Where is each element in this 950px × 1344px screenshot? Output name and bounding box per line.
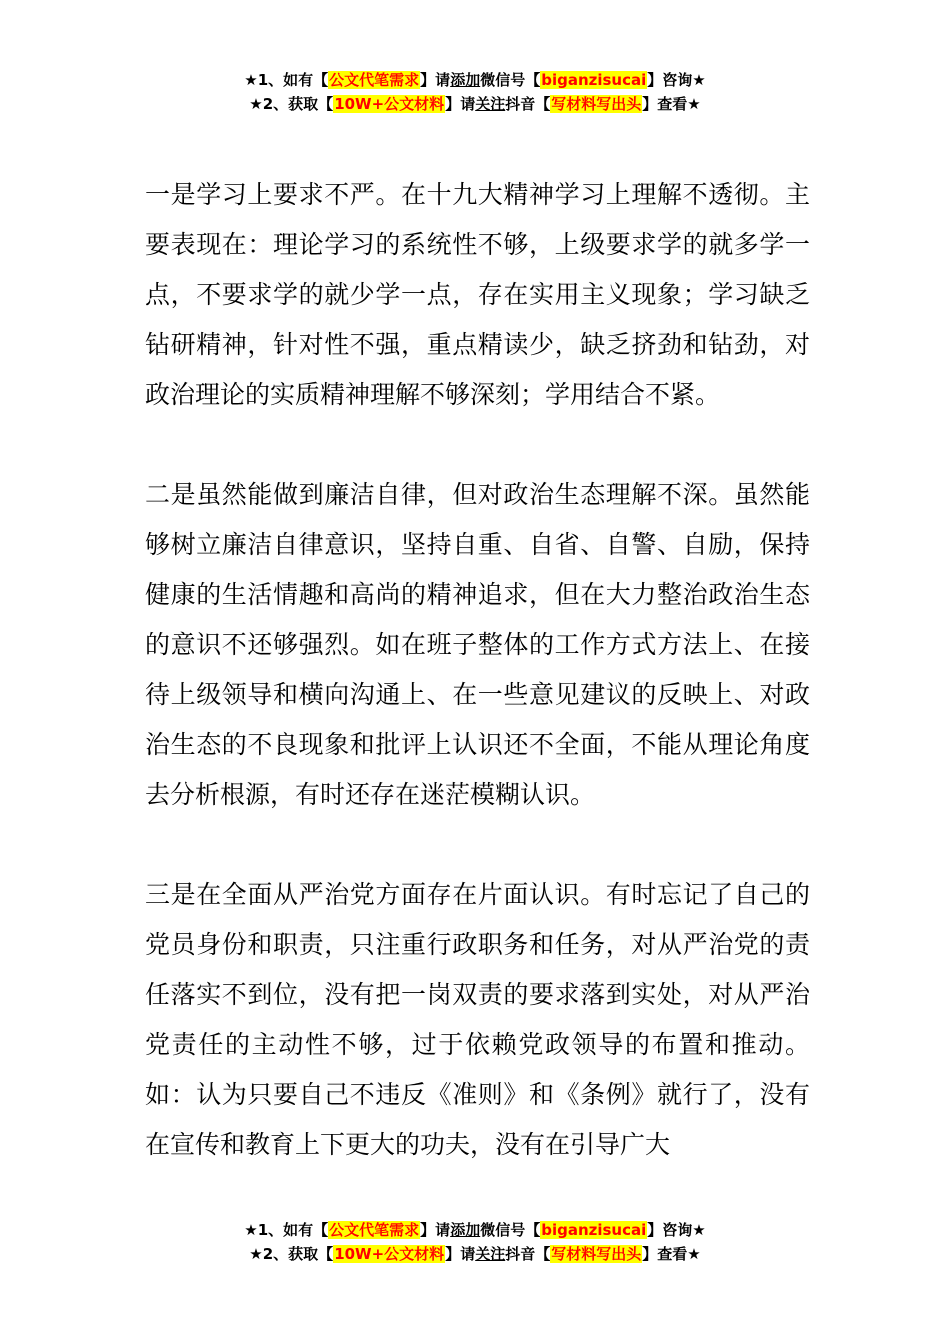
header-line-1-please: 】请	[420, 71, 451, 89]
header-douyin-account-highlight: 写材料写出头	[551, 95, 642, 113]
header-materials-highlight: 10W+公文材料	[334, 95, 445, 113]
header-line-2-prefix: ★2、获取【	[249, 95, 334, 113]
footer-banner	[0, 1218, 950, 1266]
paragraph-integrity: 二是虽然能做到廉洁自律，但对政治生态理解不深。虽然能够树立廉洁自律意识，坚持自重、自省、自警、自励，保持健康的生活情趣和高尚的精神追求，但在大力整治政治生态的意识不还够强烈。如在班子整体的工作方式方法上、在接待上级领导和横向沟通上、在一些意见建议的反映上、对政治生态的不良现象和批评上认识还不全面，不能从理论角度去分析根源，有时还存在迷茫模糊认识。	[145, 480, 810, 809]
footer-line-1-please: 】请	[420, 1221, 451, 1239]
header-wechat-id-highlight: biganzisucai	[541, 71, 647, 89]
header-line-2-suffix: 】查看★	[642, 95, 701, 113]
header-line-1-wechat-label: 微信号【	[480, 71, 541, 89]
footer-line-2	[0, 1242, 950, 1266]
footer-line-2-douyin-label: 抖音【	[505, 1245, 551, 1263]
header-follow-emphasis: 关注	[475, 95, 506, 113]
footer-line-1-prefix: ★1、如有【	[244, 1221, 329, 1239]
header-line-2	[0, 92, 950, 116]
footer-line-2-suffix: 】查看★	[642, 1245, 701, 1263]
header-banner	[0, 68, 950, 116]
footer-line-2-please: 】请	[445, 1245, 476, 1263]
header-add-emphasis: 添加	[450, 71, 481, 89]
footer-ghostwriting-highlight: 公文代笔需求	[329, 1221, 420, 1239]
header-ghostwriting-highlight: 公文代笔需求	[329, 71, 420, 89]
paragraph-party-governance: 三是在全面从严治党方面存在片面认识。有时忘记了自己的党员身份和职责，只注重行政职务和任务，对从严治党的责任落实不到位，没有把一岗双责的要求落到实处，对从严治党责任的主动性不够，过于依赖党政领导的布置和推动。如：认为只要自己不违反《准则》和《条例》就行了，没有在宣传和教育上下更大的功夫，没有在引导广大	[145, 880, 810, 1159]
footer-line-1	[0, 1218, 950, 1242]
footer-line-1-suffix: 】咨询★	[647, 1221, 706, 1239]
header-line-1-prefix: ★1、如有【	[244, 71, 329, 89]
footer-line-1-wechat-label: 微信号【	[480, 1221, 541, 1239]
header-line-1	[0, 68, 950, 92]
header-line-2-douyin-label: 抖音【	[505, 95, 551, 113]
footer-wechat-id-highlight: biganzisucai	[541, 1221, 647, 1239]
footer-materials-highlight: 10W+公文材料	[334, 1245, 445, 1263]
footer-line-2-prefix: ★2、获取【	[249, 1245, 334, 1263]
footer-douyin-account-highlight: 写材料写出头	[551, 1245, 642, 1263]
document-body	[145, 170, 810, 1220]
paragraph-study: 一是学习上要求不严。在十九大精神学习上理解不透彻。主要表现在：理论学习的系统性不够，上级要求学的就多学一点，不要求学的就少学一点，存在实用主义现象；学习缺乏钻研精神，针对性不强，重点精读少，缺乏挤劲和钻劲，对政治理论的实质精神理解不够深刻；学用结合不紧。	[145, 180, 810, 409]
footer-add-emphasis: 添加	[450, 1221, 481, 1239]
header-line-2-please: 】请	[445, 95, 476, 113]
header-line-1-suffix: 】咨询★	[647, 71, 706, 89]
footer-follow-emphasis: 关注	[475, 1245, 506, 1263]
